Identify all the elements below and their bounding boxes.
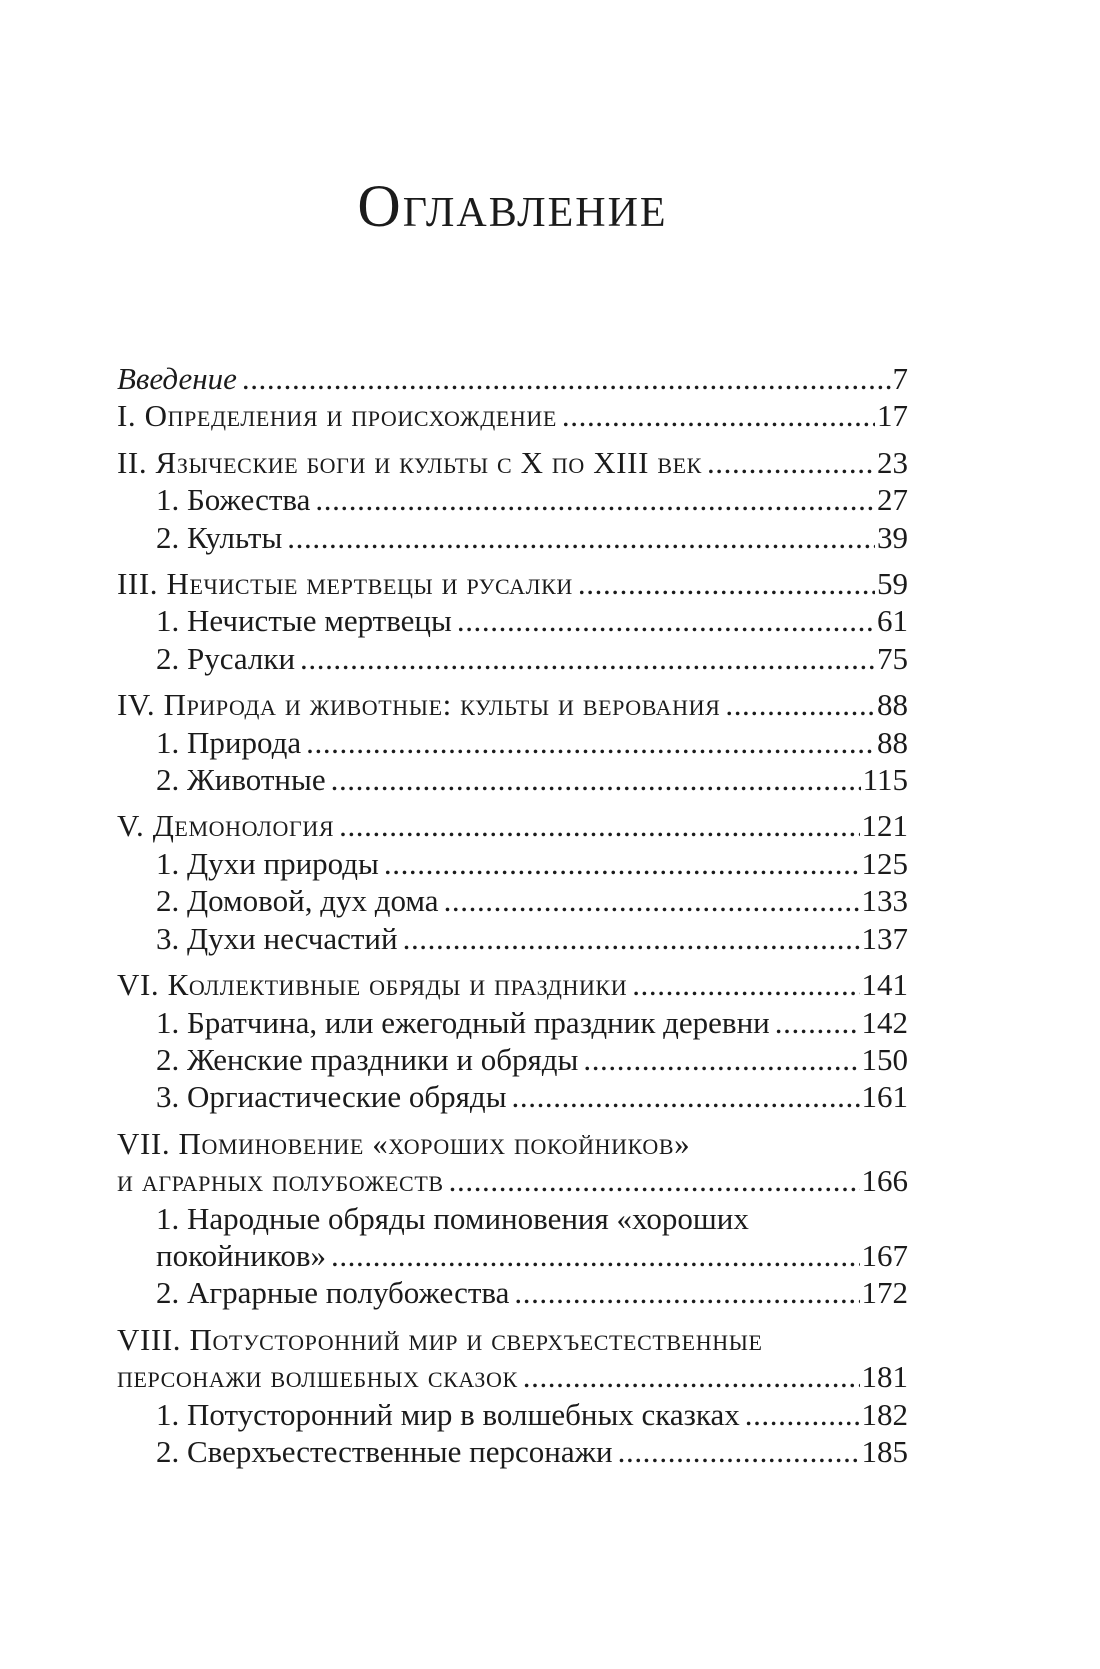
toc-entry-label: 2. Аграрные полубожества [156, 1275, 510, 1311]
dot-leader [512, 1078, 860, 1115]
toc-entry [117, 686, 908, 723]
dot-leader [287, 519, 875, 556]
toc-entry-page: 88 [877, 724, 908, 760]
toc-entry [117, 1041, 908, 1078]
toc-entry [117, 1274, 908, 1311]
toc-entry [117, 519, 908, 556]
toc-entry-label: II. Языческие боги и культы с X по XIII век [117, 444, 702, 480]
toc-entry-label: 1. Божества [156, 482, 311, 518]
toc-entry-label: 2. Сверхъестественные персонажи [156, 1433, 613, 1469]
dot-leader [403, 920, 860, 957]
dot-leader [242, 360, 891, 397]
toc-entry [117, 1396, 908, 1433]
dot-leader [745, 1396, 860, 1433]
toc-entry [117, 397, 908, 434]
toc-entry-page: 17 [877, 398, 908, 434]
toc-entry-page: 88 [877, 687, 908, 723]
toc-entry-page: 172 [861, 1275, 908, 1311]
toc-entry [117, 565, 908, 602]
toc-entry-label: 2. Женские праздники и обряды [156, 1041, 579, 1077]
toc-entry-label: IV. Природа и животные: культы и верования [117, 687, 721, 723]
toc-entry-page: 27 [877, 482, 908, 518]
toc-entry-page: 166 [861, 1163, 908, 1199]
toc-entry-label: 3. Духи несчастий [156, 920, 398, 956]
toc-entry-page: 115 [862, 762, 908, 798]
toc-entry-label: 1. Потусторонний мир в волшебных сказках [156, 1396, 740, 1432]
toc-entry [117, 845, 908, 882]
toc-entry-page: 167 [861, 1237, 908, 1273]
toc-entry-label: 1. Братчина, или ежегодный праздник деревни [156, 1004, 770, 1040]
toc-entry-page: 142 [861, 1004, 908, 1040]
toc-entry [117, 1433, 908, 1470]
toc-entry-label: VII. Поминовение «хороших покойников» [117, 1125, 691, 1161]
toc-entry [117, 1004, 908, 1041]
toc-entry-label: VIII. Потусторонний мир и сверхъестественные [117, 1321, 763, 1357]
dot-leader [775, 1004, 860, 1041]
toc-entry [117, 1237, 908, 1274]
toc-entry [117, 640, 908, 677]
toc-entry [117, 481, 908, 518]
toc-list [117, 360, 908, 1470]
toc-entry-page: 150 [861, 1041, 908, 1077]
toc-entry-page: 125 [861, 845, 908, 881]
toc-entry-page: 182 [861, 1396, 908, 1432]
toc-entry-label: 3. Оргиастические обряды [156, 1079, 507, 1115]
dot-leader [562, 397, 875, 434]
dot-leader [457, 602, 875, 639]
toc-entry-label: 1. Нечистые мертвецы [156, 603, 452, 639]
toc-entry-label: V. Демонология [117, 808, 335, 844]
toc-entry [117, 966, 908, 1003]
toc-entry [117, 920, 908, 957]
toc-entry-label: VI. Коллективные обряды и праздники [117, 967, 628, 1003]
dot-leader [707, 444, 875, 481]
toc-entry-label: III. Нечистые мертвецы и русалки [117, 566, 573, 602]
toc-entry-page: 75 [877, 640, 908, 676]
toc-entry-page: 141 [861, 967, 908, 1003]
toc-entry [117, 724, 908, 761]
toc-entry-page: 181 [861, 1359, 908, 1395]
dot-leader [300, 640, 875, 677]
dot-leader [578, 565, 875, 602]
toc-entry-label: Введение [117, 361, 237, 396]
toc-entry-label: 1. Народные обряды поминовения «хороших [156, 1200, 749, 1236]
toc-entry [117, 602, 908, 639]
dot-leader [339, 807, 859, 844]
toc-entry-page: 39 [877, 519, 908, 555]
dot-leader [449, 1162, 860, 1199]
toc-entry [117, 882, 908, 919]
dot-leader [331, 1237, 860, 1274]
dot-leader [444, 882, 860, 919]
toc-entry-page: 161 [861, 1079, 908, 1115]
toc-entry [117, 360, 908, 397]
dot-leader [632, 966, 859, 1003]
toc-entry-label: 1. Духи природы [156, 845, 379, 881]
dot-leader [523, 1358, 860, 1395]
toc-entry [117, 761, 908, 798]
toc-title: Оглавление [357, 173, 668, 239]
dot-leader [306, 724, 875, 761]
toc-entry-page: 133 [861, 883, 908, 919]
toc-entry-label: 2. Культы [156, 519, 283, 555]
toc-entry-label: покойников» [156, 1237, 326, 1273]
toc-entry [117, 1125, 908, 1162]
toc-entry-label: и аграрных полубожеств [117, 1163, 444, 1199]
toc-entry-page: 121 [861, 808, 908, 844]
toc-entry-page: 23 [877, 444, 908, 480]
dot-leader [315, 481, 875, 518]
toc-entry-page: 59 [877, 566, 908, 602]
toc-entry [117, 1162, 908, 1199]
dot-leader [514, 1274, 859, 1311]
dot-leader [583, 1041, 859, 1078]
dot-leader [384, 845, 860, 882]
dot-leader [725, 686, 875, 723]
toc-entry-page: 7 [892, 361, 908, 396]
toc-entry [117, 1078, 908, 1115]
toc-entry-page: 185 [861, 1433, 908, 1469]
toc-entry-label: I. Определения и происхождение [117, 398, 557, 434]
toc-entry-label: 2. Русалки [156, 640, 296, 676]
toc-entry-page: 137 [861, 920, 908, 956]
toc-entry-label: 1. Природа [156, 724, 302, 760]
toc-entry [117, 1358, 908, 1395]
toc-entry-label: 2. Домовой, дух дома [156, 883, 439, 919]
toc-entry [117, 807, 908, 844]
dot-leader [331, 761, 861, 798]
toc-entry [117, 1321, 908, 1358]
toc-entry [117, 444, 908, 481]
toc-entry-page: 61 [877, 603, 908, 639]
dot-leader [618, 1433, 860, 1470]
toc-entry [117, 1200, 908, 1237]
toc-entry-label: 2. Животные [156, 762, 326, 798]
toc-entry-label: персонажи волшебных сказок [117, 1359, 518, 1395]
